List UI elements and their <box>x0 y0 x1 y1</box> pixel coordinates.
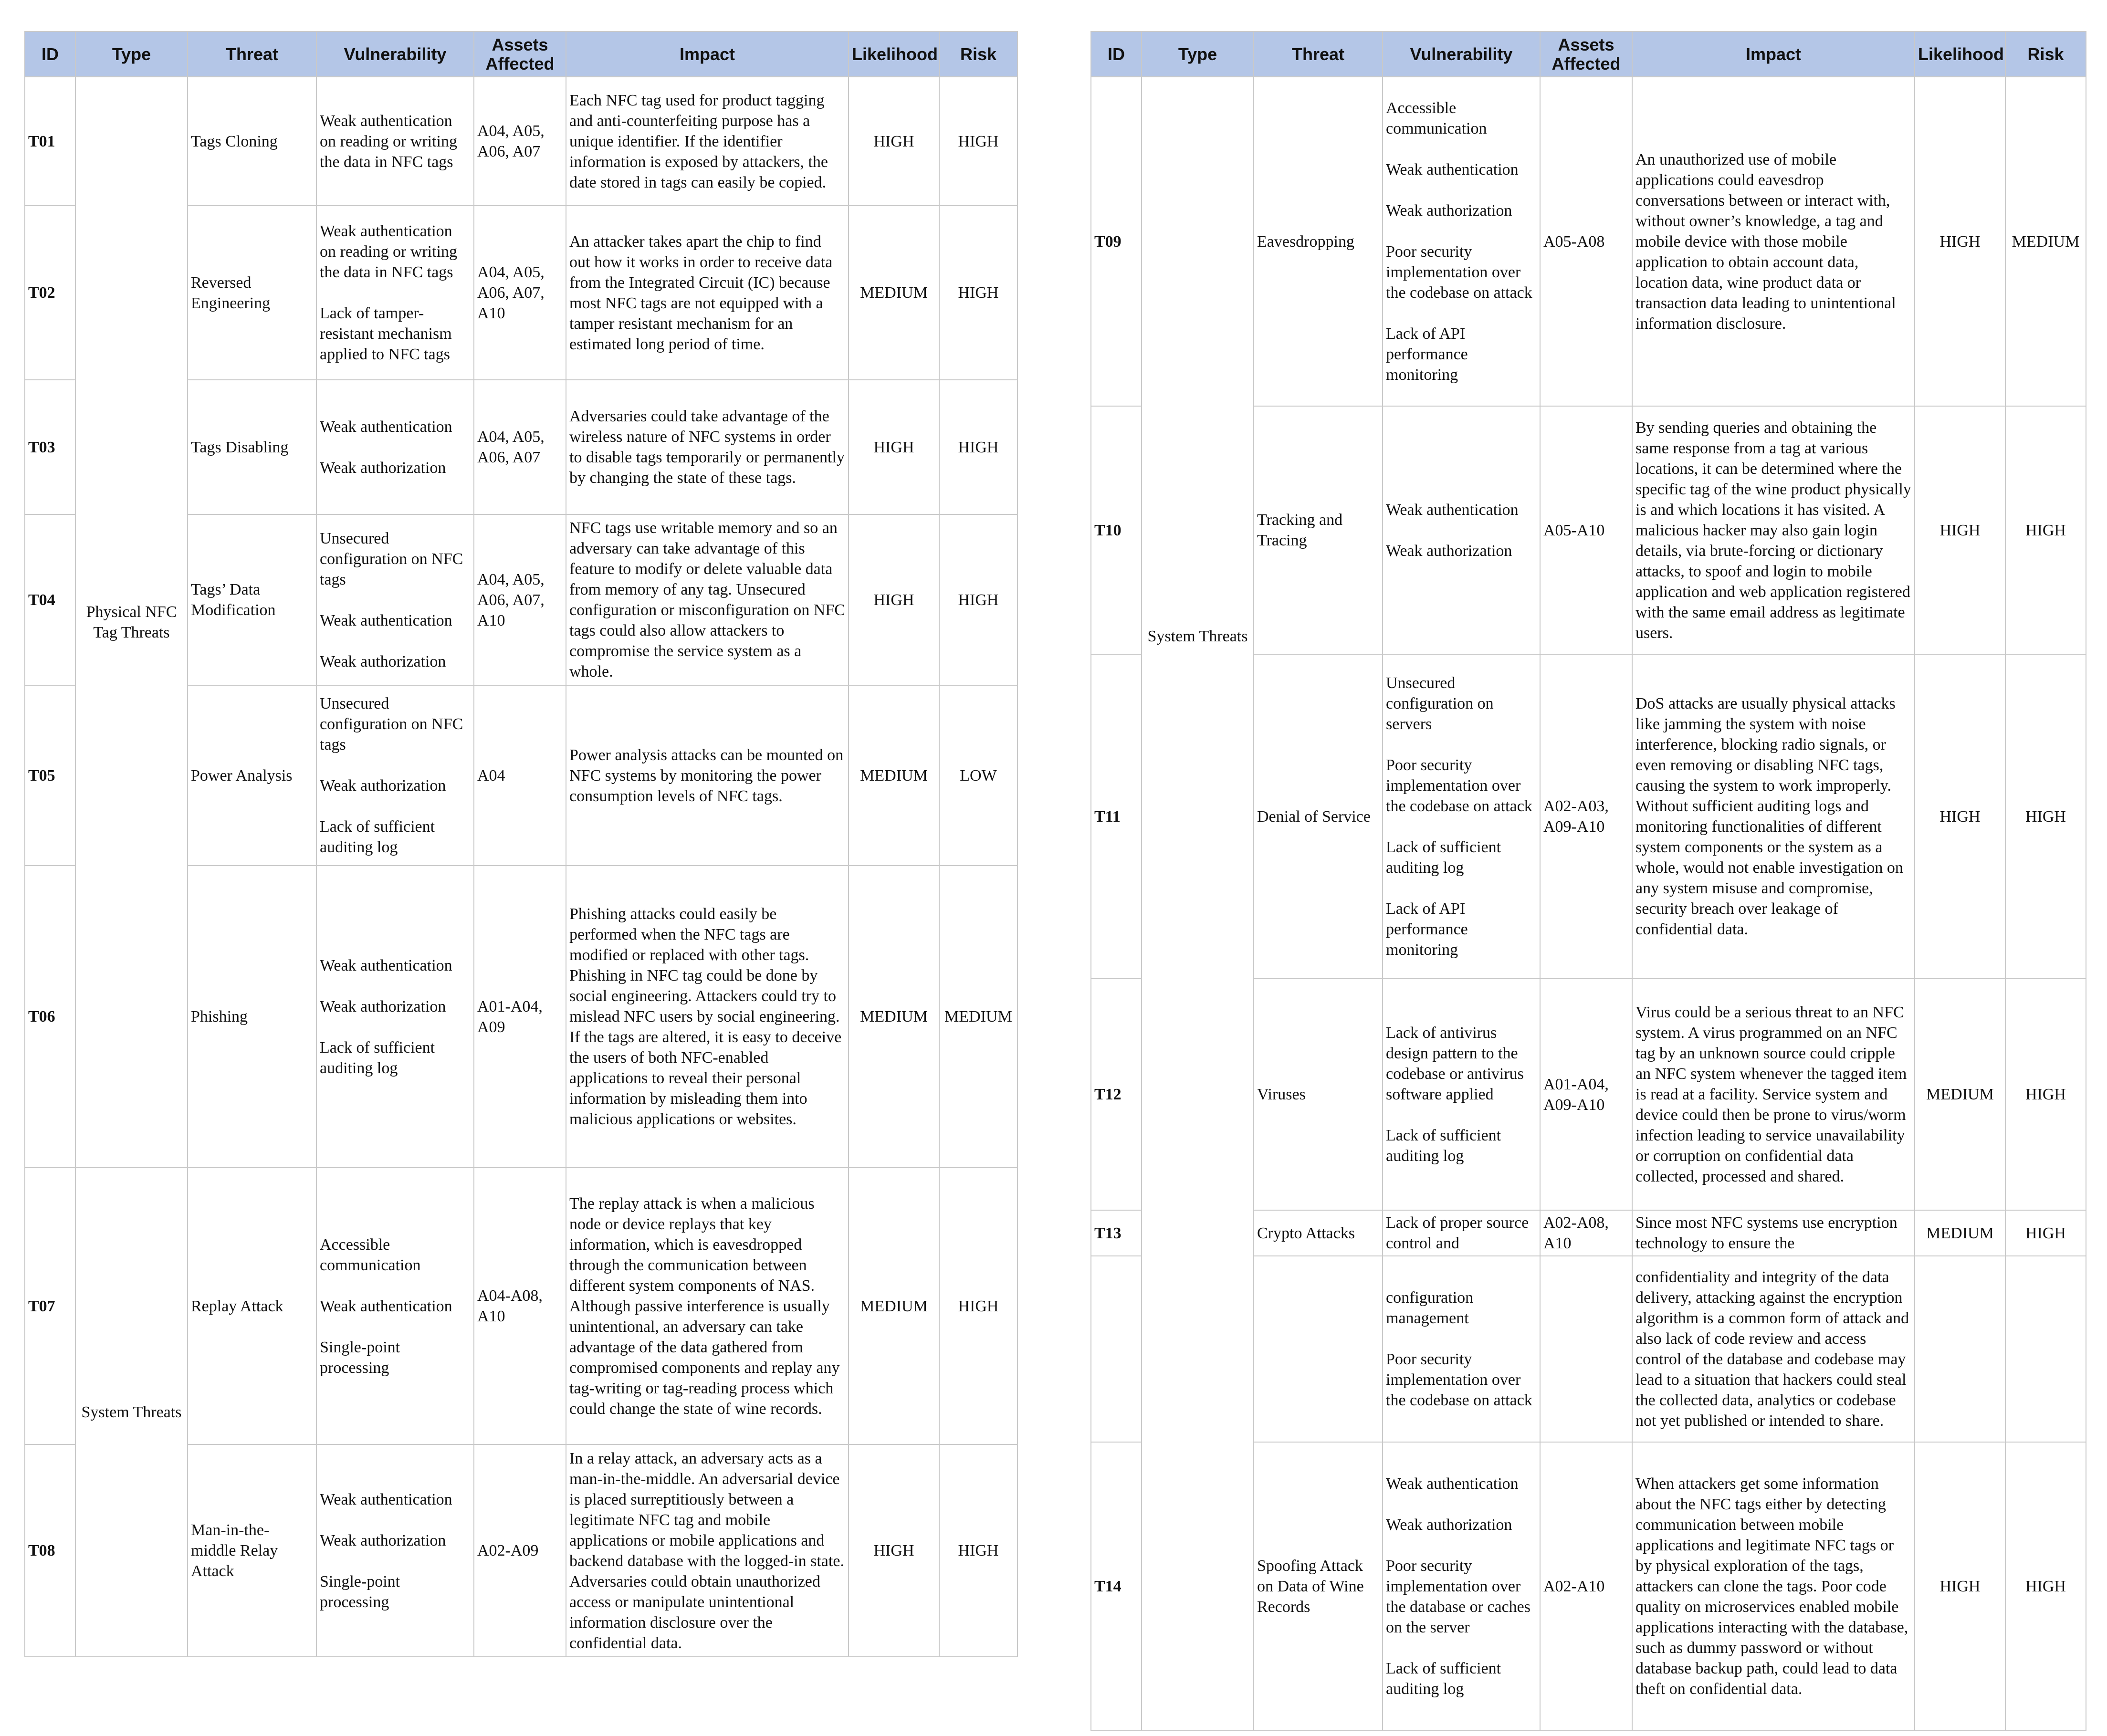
row-likelihood: HIGH <box>849 1444 939 1657</box>
row-likelihood: HIGH <box>849 77 939 206</box>
row-assets-empty <box>1540 1256 1632 1442</box>
row-vulnerabilities <box>1383 1442 1540 1731</box>
vulnerability-item: Weak authorization <box>320 777 446 795</box>
header-row <box>1091 31 2086 77</box>
row-assets: A04, A05, A06, A07 <box>474 380 566 514</box>
row-risk-empty <box>2005 1256 2086 1442</box>
row-likelihood: HIGH <box>849 514 939 685</box>
vulnerability-item: Lack of tamper-resistant mechanism applied to NFC tags <box>320 304 452 363</box>
vulnerability-item: Unsecured configuration on NFC tags <box>320 529 463 588</box>
row-impact: By sending queries and obtaining the same response from a tag at various locations, it can be determined where the specific tag of the wine product physically is and which locations it has visited. A malicious hacker may also gain login details, via brute-forcing or dictionary attacks, to spoof and login to mobile application and web application registered with the same email address as legitimate users. <box>1632 406 1915 654</box>
row-likelihood: HIGH <box>849 380 939 514</box>
row-id: T10 <box>1091 406 1142 654</box>
vulnerability-item: Lack of sufficient auditing log <box>320 1038 435 1077</box>
row-impact: Virus could be a serious threat to an NFC system. A virus programmed on an NFC tag by an unknown source could cripple an NFC system whenever the tagged item is read at a facility. Service system and device could then be prone to virus/worm infection leading to service unavailability or corruption on confidential data collected, processed and shared. <box>1632 979 1915 1210</box>
threat-table-right <box>1090 31 2086 1731</box>
row-id: T09 <box>1091 77 1142 406</box>
vulnerability-item: Poor security implementation over the codebase on attack <box>1386 243 1532 302</box>
row-risk: HIGH <box>939 1444 1017 1657</box>
vulnerability-item: Weak authentication <box>1386 501 1519 519</box>
vulnerability-item: Poor security implementation over the database or caches on the server <box>1386 1557 1530 1636</box>
header-impact: Impact <box>566 31 849 77</box>
row-assets: A04, A05, A06, A07, A10 <box>474 514 566 685</box>
header-id: ID <box>1091 31 1142 77</box>
row-id: T01 <box>25 77 75 206</box>
row-assets: A02-A03, A09-A10 <box>1540 654 1632 979</box>
row-impact: An attacker takes apart the chip to find out how it works in order to receive data from the Integrated Circuit (IC) because most NFC tags are not equipped with a tamper resistant mechanism for an estimated long period of time. <box>566 206 849 380</box>
vulnerability-item: Weak authorization <box>1386 542 1512 560</box>
header-risk: Risk <box>2005 31 2086 77</box>
row-threat: Viruses <box>1254 979 1383 1210</box>
header-vulnerability: Vulnerability <box>316 31 474 77</box>
header-threat: Threat <box>1254 31 1383 77</box>
header-impact: Impact <box>1632 31 1915 77</box>
row-impact: Since most NFC systems use encryption technology to ensure the <box>1632 1210 1915 1256</box>
row-risk: MEDIUM <box>2005 77 2086 406</box>
table-row <box>1091 77 2086 406</box>
row-risk: HIGH <box>2005 406 2086 654</box>
vulnerability-item: Lack of sufficient auditing log <box>320 818 435 856</box>
vulnerability-item: Weak authentication on reading or writing the data in NFC tags <box>320 112 457 171</box>
header-id: ID <box>25 31 75 77</box>
vulnerability-item: Weak authentication <box>1386 1475 1519 1493</box>
row-id: T05 <box>25 685 75 866</box>
row-impact: An unauthorized use of mobile applications could eavesdrop conversations between or interact with, without owner’s knowledge, a tag and mobile device with those mobile application to obtain account data, location data, wine product data or transaction data leading to unintentional information disclosure. <box>1632 77 1915 406</box>
vulnerability-item: Accessible communication <box>1386 99 1487 137</box>
row-likelihood: HIGH <box>1915 654 2005 979</box>
vulnerability-item: Poor security implementation over the codebase on attack <box>1386 756 1532 815</box>
threat-table-left <box>24 31 1018 1657</box>
row-likelihood: MEDIUM <box>1915 979 2005 1210</box>
row-likelihood: HIGH <box>1915 77 2005 406</box>
row-risk: HIGH <box>2005 1210 2086 1256</box>
row-vulnerabilities <box>316 685 474 866</box>
row-risk: HIGH <box>2005 1442 2086 1731</box>
row-vulnerabilities <box>1383 77 1540 406</box>
row-vulnerabilities <box>316 514 474 685</box>
vulnerability-item: Unsecured configuration on servers <box>1386 674 1494 733</box>
row-vulnerabilities <box>1383 406 1540 654</box>
header-assets: Assets Affected <box>474 31 566 77</box>
row-id: T03 <box>25 380 75 514</box>
row-vulnerabilities <box>316 1168 474 1444</box>
row-impact: confidentiality and integrity of the data delivery, attacking against the encryption algorithm is a common form of attack and also lack of code review and access control of the database and codebase may lead to a situation that hackers could steal the collected data, analytics or codebase not yet published or intended to share. <box>1632 1256 1915 1442</box>
row-risk: HIGH <box>939 380 1017 514</box>
row-likelihood: HIGH <box>1915 1442 2005 1731</box>
row-risk: HIGH <box>939 206 1017 380</box>
row-id: T12 <box>1091 979 1142 1210</box>
row-threat: Replay Attack <box>188 1168 316 1444</box>
vulnerability-item: Weak authorization <box>320 652 446 670</box>
row-assets: A04, A05, A06, A07, A10 <box>474 206 566 380</box>
vulnerability-item: Weak authentication <box>320 956 452 974</box>
row-risk: HIGH <box>2005 979 2086 1210</box>
row-impact: Phishing attacks could easily be performed when the NFC tags are modified or replaced with other tags. Phishing in NFC tag could be done by social engineering. Attackers could try to mislead NFC users by social engineering. If the tags are altered, it is easy to deceive the users of both NFC-enabled applications to reveal their personal information by misleading them into malicious applications or websites. <box>566 866 849 1168</box>
vulnerability-item: Weak authentication <box>320 418 452 436</box>
vulnerability-item: Lack of API performance monitoring <box>1386 325 1468 384</box>
vulnerability-item: Weak authorization <box>320 997 446 1015</box>
vulnerability-item: Lack of sufficient auditing log <box>1386 1660 1501 1698</box>
row-threat: Tags Cloning <box>188 77 316 206</box>
header-risk: Risk <box>939 31 1017 77</box>
row-likelihood: MEDIUM <box>849 1168 939 1444</box>
row-id: T07 <box>25 1168 75 1444</box>
row-impact: DoS attacks are usually physical attacks like jamming the system with noise interference, blocking radio signals, or even removing or disabling NFC tags, causing the system to work improperly. Without sufficient auditing logs and monitoring functionalities of different system components or the system as a whole, would not enable investigation on any system misuse and compromise, security breach over leakage of confidential data. <box>1632 654 1915 979</box>
row-impact: In a relay attack, an adversary acts as a man-in-the-middle. An adversarial device is placed surreptitiously between a legitimate NFC tag and mobile applications or mobile applications and backend database with the logged-in state. Adversaries could obtain unauthorized access or manipulate unintentional information disclosure over the confidential data. <box>566 1444 849 1657</box>
row-id: T11 <box>1091 654 1142 979</box>
table-row <box>25 77 1017 206</box>
row-likelihood-empty <box>1915 1256 2005 1442</box>
row-risk: LOW <box>939 685 1017 866</box>
row-id: T08 <box>25 1444 75 1657</box>
vulnerability-item: Single-point processing <box>320 1338 400 1377</box>
row-impact: Each NFC tag used for product tagging and anti-counterfeiting purpose has a unique identifier. If the identifier information is exposed by attackers, the date stored in tags can easily be copied. <box>566 77 849 206</box>
row-threat: Tags Disabling <box>188 380 316 514</box>
row-threat-empty <box>1254 1256 1383 1442</box>
row-vulnerabilities <box>1383 654 1540 979</box>
vulnerability-item: Poor security implementation over the codebase on attack <box>1386 1350 1532 1409</box>
row-risk: HIGH <box>939 1168 1017 1444</box>
vulnerability-item: Weak authentication <box>1386 161 1519 178</box>
row-assets: A01-A04, A09-A10 <box>1540 979 1632 1210</box>
vulnerability-item: Weak authentication <box>320 1297 452 1315</box>
row-impact: Power analysis attacks can be mounted on NFC systems by monitoring the power consumption levels of NFC tags. <box>566 685 849 866</box>
row-assets: A02-A09 <box>474 1444 566 1657</box>
header-likelihood: Likelihood <box>1915 31 2005 77</box>
vulnerability-item: Single-point processing <box>320 1572 400 1611</box>
row-impact: NFC tags use writable memory and so an adversary can take advantage of this feature to modify or delete valuable data from memory of any tag. Unsecured configuration or misconfiguration on NFC tags could also allow attackers to compromise the service system as a whole. <box>566 514 849 685</box>
row-vulnerabilities <box>316 380 474 514</box>
row-risk: HIGH <box>2005 654 2086 979</box>
header-vulnerability: Vulnerability <box>1383 31 1540 77</box>
row-likelihood: MEDIUM <box>849 206 939 380</box>
vulnerability-item: Weak authentication <box>320 1490 452 1508</box>
row-threat: Tags’ Data Modification <box>188 514 316 685</box>
vulnerability-item: Lack of API performance monitoring <box>1386 900 1468 959</box>
row-id: T06 <box>25 866 75 1168</box>
row-assets: A04 <box>474 685 566 866</box>
header-type: Type <box>1142 31 1254 77</box>
vulnerability-item: Lack of antivirus design pattern to the codebase or antivirus software applied <box>1386 1024 1524 1103</box>
row-vulnerabilities <box>316 77 474 206</box>
header-assets: Assets Affected <box>1540 31 1632 77</box>
row-assets: A05-A08 <box>1540 77 1632 406</box>
vulnerability-item: Lack of proper source control and <box>1386 1214 1529 1252</box>
row-threat: Denial of Service <box>1254 654 1383 979</box>
row-type: System Threats <box>1142 77 1254 1731</box>
vulnerability-item: Lack of sufficient auditing log <box>1386 1127 1501 1165</box>
row-assets: A04, A05, A06, A07 <box>474 77 566 206</box>
row-risk: HIGH <box>939 77 1017 206</box>
row-likelihood: MEDIUM <box>849 866 939 1168</box>
row-likelihood: MEDIUM <box>849 685 939 866</box>
row-assets: A05-A10 <box>1540 406 1632 654</box>
vulnerability-item: Weak authentication on reading or writing the data in NFC tags <box>320 222 457 281</box>
vulnerability-item: Weak authorization <box>1386 202 1512 220</box>
row-likelihood: MEDIUM <box>1915 1210 2005 1256</box>
row-type: System Threats <box>75 1168 188 1657</box>
vulnerability-item: Lack of sufficient auditing log <box>1386 838 1501 877</box>
row-vulnerabilities <box>316 866 474 1168</box>
row-threat: Tracking and Tracing <box>1254 406 1383 654</box>
row-id: T04 <box>25 514 75 685</box>
row-risk: HIGH <box>939 514 1017 685</box>
row-assets: A02-A08, A10 <box>1540 1210 1632 1256</box>
row-assets: A04-A08, A10 <box>474 1168 566 1444</box>
row-threat: Phishing <box>188 866 316 1168</box>
vulnerability-item: Weak authorization <box>1386 1516 1512 1534</box>
vulnerability-item: Accessible communication <box>320 1235 421 1274</box>
row-impact: The replay attack is when a malicious node or device replays that key information, which is eavesdropped through the communication between different system components of NAS. Although passive interference is usually unintentional, an adversary can take advantage of the data gathered from compromised components and replay any tag-writing or tag-reading process which could change the state of wine records. <box>566 1168 849 1444</box>
row-threat: Crypto Attacks <box>1254 1210 1383 1256</box>
row-threat: Man-in-the-middle Relay Attack <box>188 1444 316 1657</box>
row-likelihood: HIGH <box>1915 406 2005 654</box>
row-threat: Eavesdropping <box>1254 77 1383 406</box>
vulnerability-item: configuration management <box>1386 1289 1474 1327</box>
row-impact: When attackers get some information about the NFC tags either by detecting communication between mobile applications and legitimate NFC tags or by physical exploration of the tags, attackers can clone the tags. Poor code quality on microservices enabled mobile applications interacting with the database, such as dummy password or without database backup path, could lead to data theft on confidential data. <box>1632 1442 1915 1731</box>
header-threat: Threat <box>188 31 316 77</box>
row-threat: Spoofing Attack on Data of Wine Records <box>1254 1442 1383 1731</box>
row-vulnerabilities <box>316 206 474 380</box>
row-type: Physical NFC Tag Threats <box>75 77 188 1168</box>
header-type: Type <box>75 31 188 77</box>
row-threat: Power Analysis <box>188 685 316 866</box>
row-id-empty <box>1091 1256 1142 1442</box>
row-vulnerabilities <box>316 1444 474 1657</box>
table-row <box>25 1168 1017 1444</box>
row-vulnerabilities <box>1383 1256 1540 1442</box>
row-assets: A01-A04, A09 <box>474 866 566 1168</box>
row-vulnerabilities <box>1383 979 1540 1210</box>
row-vulnerabilities <box>1383 1210 1540 1256</box>
row-id: T14 <box>1091 1442 1142 1731</box>
vulnerability-item: Weak authorization <box>320 459 446 477</box>
vulnerability-item: Weak authorization <box>320 1531 446 1549</box>
header-likelihood: Likelihood <box>849 31 939 77</box>
row-assets: A02-A10 <box>1540 1442 1632 1731</box>
row-id: T02 <box>25 206 75 380</box>
vulnerability-item: Weak authentication <box>320 611 452 629</box>
header-row <box>25 31 1017 77</box>
vulnerability-item: Unsecured configuration on NFC tags <box>320 695 463 753</box>
row-impact: Adversaries could take advantage of the wireless nature of NFC systems in order to disable tags temporarily or permanently by changing the state of these tags. <box>566 380 849 514</box>
row-id: T13 <box>1091 1210 1142 1256</box>
row-risk: MEDIUM <box>939 866 1017 1168</box>
row-threat: Reversed Engineering <box>188 206 316 380</box>
